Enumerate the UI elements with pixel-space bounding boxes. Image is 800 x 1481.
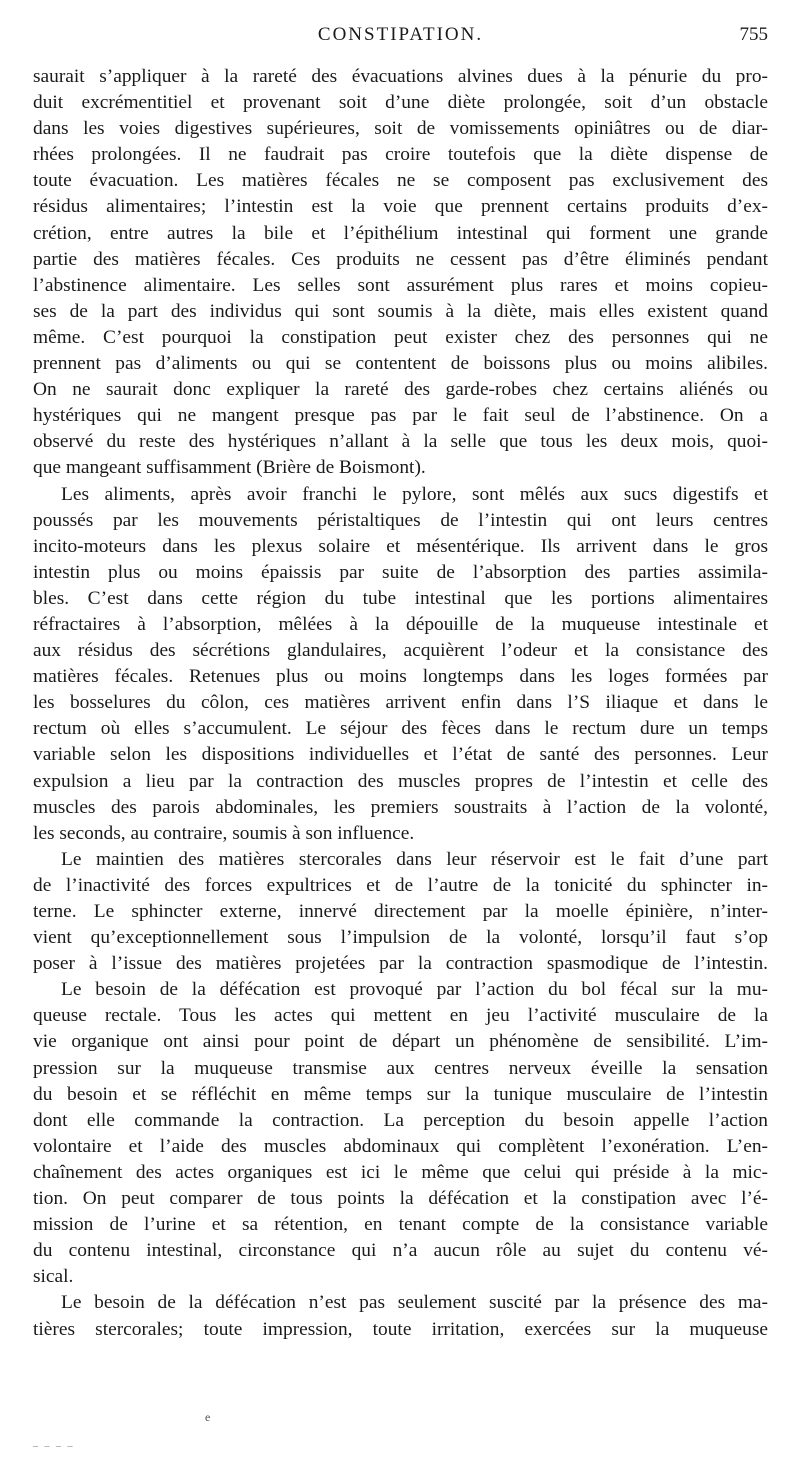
text-line: poussés par les mouvements péristaltiques de l’intestin qui ont leurs centres [33, 509, 768, 531]
text-line: matières fécales. Retenues plus ou moins longtemps dans les loges formées par [33, 666, 768, 688]
text-line: Les aliments, après avoir franchi le pylore, sont mêlés aux sucs digestifs et [61, 483, 768, 505]
text-line: Le maintien des matières stercorales dans leur réservoir est le fait d’une part [61, 848, 768, 870]
text-line: dont elle commande la contraction. La perception du besoin appelle l’action [33, 1109, 768, 1131]
page-number: 755 [739, 24, 768, 45]
text-line: rectum où elles s’accumulent. Le séjour des fèces dans le rectum dure un temps [33, 718, 768, 740]
text-line: crétion, entre autres la bile et l’épithélium intestinal qui forment une grande [33, 222, 768, 244]
text-line: vie organique ont ainsi pour point de départ un phénomène de sensibilité. L’im- [33, 1031, 768, 1053]
text-line: prennent pas d’aliments ou qui se contentent de boissons plus ou moins alibiles. [33, 353, 768, 375]
text-line: les seconds, au contraire, soumis à son influence. [33, 822, 415, 844]
text-line: toute évacuation. Les matières fécales ne se composent pas exclusivement des [33, 170, 768, 192]
paragraph [33, 1290, 768, 1342]
text-line: Le besoin de la défécation est provoqué par l’action du bol fécal sur la mu- [61, 979, 768, 1001]
text-line: expulsion a lieu par la contraction des muscles propres de l’intestin et celle des [33, 770, 768, 792]
text-line: observé du reste des hystériques n’allant à la selle que tous les deux mois, quoi- [33, 431, 768, 453]
text-line: On ne saurait donc expliquer la rareté des garde-robes chez certains aliénés ou [33, 379, 768, 401]
text-line: queuse rectale. Tous les actes qui mettent en jeu l’activité musculaire de la [33, 1005, 768, 1027]
paragraph [33, 482, 768, 847]
text-line: aux résidus des sécrétions glandulaires, acquièrent l’odeur et la consistance des [33, 640, 768, 662]
text-line: intestin plus ou moins épaissis par suite de l’absorption des parties assimila- [33, 561, 768, 583]
paragraph [33, 64, 768, 482]
text-line: muscles des parois abdominales, les premiers soustraits à l’action de la volonté, [33, 796, 768, 818]
paragraph [33, 847, 768, 977]
text-line: chaînement des actes organiques est ici le même que celui qui préside à la mic- [33, 1161, 768, 1183]
text-line: rhées prolongées. Il ne faudrait pas croire toutefois que la diète dispense de [33, 144, 768, 166]
text-line: l’abstinence alimentaire. Les selles sont assurément plus rares et moins copieu- [33, 274, 768, 296]
text-line: de l’inactivité des forces expultrices et de l’autre de la tonicité du sphincter in- [33, 874, 768, 896]
text-line: partie des matières fécales. Ces produits ne cessent pas d’être éliminés pendant [33, 248, 768, 270]
text-line: les bosselures du côlon, ces matières arrivent enfin dans l’S iliaque et dans le [33, 692, 768, 714]
text-line: résidus alimentaires; l’intestin est la voie que prennent certains produits d’ex- [33, 196, 768, 218]
stray-ink-mark: e [205, 1410, 211, 1424]
text-line: mission de l’urine et sa rétention, en tenant compte de la consistance variable [33, 1214, 768, 1236]
text-line: poser à l’issue des matières projetées par la contraction spasmodique de l’intestin. [33, 953, 768, 975]
text-line: du contenu intestinal, circonstance qui n’a aucun rôle au sujet du contenu vé- [33, 1240, 768, 1262]
text-line: duit excrémentitiel et provenant soit d’une diète prolongée, soit d’un obstacle [33, 92, 768, 114]
text-line: que mangeant suffisamment (Brière de Boismont). [33, 457, 426, 479]
text-line: hystériques qui ne mangent presque pas par le fait seul de l’abstinence. On a [33, 405, 768, 427]
text-line: même. C’est pourquoi la constipation peut exister chez des personnes qui ne [33, 326, 768, 348]
footer-mark: – – – – [33, 1441, 75, 1452]
text-line: incito-moteurs dans les plexus solaire et mésentérique. Ils arrivent dans le gros [33, 535, 768, 557]
paragraph [33, 977, 768, 1290]
text-line: vient qu’exceptionnellement sous l’impulsion de la volonté, lorsqu’il faut s’op [33, 927, 768, 949]
text-line: saurait s’appliquer à la rareté des évacuations alvines dues à la pénurie du pro- [33, 66, 768, 87]
text-line: sical. [33, 1266, 74, 1288]
body-text [33, 64, 768, 1343]
text-line: dans les voies digestives supérieures, soit de vomissements opiniâtres ou de diar- [33, 118, 768, 140]
text-line: pression sur la muqueuse transmise aux centres nerveux éveille la sensation [33, 1057, 768, 1079]
text-line: tières stercorales; toute impression, toute irritation, exercées sur la muqueuse [33, 1318, 768, 1340]
running-title: CONSTIPATION. [317, 24, 484, 45]
text-line: terne. Le sphincter externe, innervé directement par la moelle épinière, n’inter- [33, 901, 768, 922]
text-line: Le besoin de la défécation n’est pas seulement suscité par la présence des ma- [61, 1292, 768, 1314]
running-header [33, 24, 768, 54]
text-line: réfractaires à l’absorption, mêlées à la dépouille de la muqueuse intestinale et [33, 613, 768, 635]
text-line: ses de la part des individus qui sont soumis à la diète, mais elles existent quand [33, 300, 768, 322]
text-line: bles. C’est dans cette région du tube intestinal que les portions alimentaires [33, 587, 768, 609]
text-line: variable selon les dispositions individuelles et l’état de santé des personnes. Leur [33, 744, 768, 766]
text-line: volontaire et l’aide des muscles abdominaux qui complètent l’exonération. L’en- [33, 1135, 768, 1157]
text-line: du besoin et se réfléchit en même temps sur la tunique musculaire de l’intestin [33, 1083, 768, 1105]
text-line: tion. On peut comparer de tous points la défécation et la constipation avec l’é- [33, 1188, 768, 1210]
